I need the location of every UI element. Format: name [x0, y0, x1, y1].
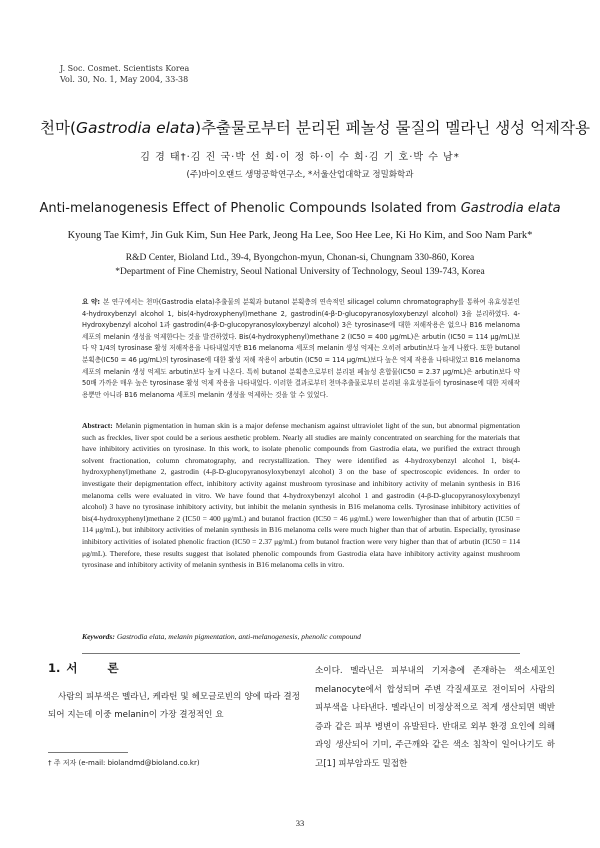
body-text-right-column: 소이다. 멜라닌은 피부내의 기저층에 존재하는 색소세포인 melanocyte에서 합성되며 주변 각질세포로 전이되어 사람의 피부색을 나타낸다. 멜라닌이 비정상적으로 적게 생산되면 백반증과 같은 피부 병변이 유발된다. 반대로 외부 환경 요인에 의해 과잉 생산되어 기미, 주근깨와 같은 색소 침착이 일어나기도 하고[1] 피부암과도 밀접한: [315, 666, 555, 769]
keywords: [82, 632, 520, 641]
section-title-char-1: 서: [66, 661, 78, 675]
korean-abstract-text: 본 연구에서는 천마(Gastrodia elata)추출물의 분획과 butanol 분획층의 연속적인 silicagel column chromatography를 통하여 유효성분인 4-hydroxybenzyl alcohol 1, bis(4-hydroxyphenyl)methane 2, gastrodin(4-β-D-glucopyranosyloxybenzyl alcohol) 3을 분리하였다. 4-Hydroxybenzyl alcohol 1과 gastrodin(4-β-D-glucopyranosyloxybenzyl alcohol) 3은 tyrosinase에 대한 저해작용은 없으나 B16 melanoma 세포의 melanin 생성을 억제한다는 것을 발견하였다. Bis(4-hydroxyphenyl)methane 2 (IC50 = 400 μg/mL)은 arbutin (IC50 = 114 μg/mL)보다 약 1/4의 tyrosinase 활성 저해작용을 나타내었지만 B16 melanoma 세포의 melanin 생성 억제는 오히려 arbutin보다 높게 나왔다. 또한 butanol 분획층(IC50 = 46 μg/mL)의 tyrosinase에 대한 활성 저해 작용이 arbutin (IC50 = 114 μg/mL)보다 높은 억제 작용을 나타내었고 B16 melanoma 세포의 melanin 생성 억제도 arbutin보다 높게 나온다. 특히 butanol 분획층으로부터 분리된 페놀성 혼합물(IC50 = 2.37 μg/mL)은 arbutin보다 약 50배 가까운 매우 높은 tyrosinase 활성 억제 작용을 나타내었다. 이러한 결과로부터 천마추출물로부터 분리된 유효성분들이 tyrosinase에 대한 저해작용뿐만 아니라 B16 melanoma 세포의 melanin 생성을 억제하는 것을 알 수 있었다.: [82, 298, 520, 399]
english-abstract-label: Abstract:: [82, 421, 113, 430]
english-authors: Kyoung Tae Kim†, Jin Guk Kim, Sun Hee Park, Jeong Ha Lee, Soo Hee Lee, Ki Ho Kim, and Soo Nam Park*: [67, 230, 533, 241]
korean-authors: 김 경 태†·김 진 국·박 선 희·이 정 하·이 수 희·김 기 호·박 수 남*: [140, 152, 460, 163]
journal-volume: Vol. 30, No. 1, May 2004, 33-38: [60, 75, 189, 84]
keywords-label: Keywords:: [82, 632, 115, 641]
korean-title: [40, 118, 590, 138]
korean-abstract: [82, 297, 520, 401]
english-title-pre: Anti-melanogenesis Effect of Phenolic Compounds Isolated from: [39, 201, 461, 216]
journal-header: [60, 63, 189, 85]
english-affiliation: [30, 252, 570, 279]
korean-abstract-label: 요 약:: [82, 298, 100, 306]
corresponding-author-footnote: † 주 저자 (e-mail: biolandmd@bioland.co.kr): [48, 759, 200, 767]
korean-title-pre: 천마(: [40, 119, 76, 137]
korean-title-italic: Gastrodia elata: [76, 119, 196, 137]
english-title: [30, 200, 570, 218]
affiliation-line-2: *Department of Fine Chemistry, Seoul National University of Technology, Seoul 139-743, Korea: [115, 266, 485, 277]
english-title-italic: Gastrodia elata: [460, 201, 561, 216]
section-divider: [82, 653, 520, 654]
page-number: 33: [295, 818, 305, 828]
korean-affiliation: (주)바이오랜드 생명공학연구소, *서울산업대학교 정밀화학과: [186, 170, 414, 180]
journal-name: J. Soc. Cosmet. Scientists Korea: [60, 64, 190, 73]
footnote-divider: [48, 752, 128, 753]
affiliation-line-1: R&D Center, Bioland Ltd., 39-4, Byongchon-myun, Chonan-si, Chungnam 330-860, Korea: [125, 253, 475, 263]
english-abstract-text: Melanin pigmentation in human skin is a major defense mechanism against ultraviolet light of the sun, but abnormal pigmentation such as freckles, liver spot could be a serious aesthetic problem. Nearly all studies are mainly concentrated on searching for the materials that have inhibitory activities on tyrosinase. In this work, to isolate phenolic compounds from Gastrodia elata, we purified the extract through solvent fractionation, column chromatography, and recrystallization. They were identified as 4-hydroxybenzyl alcohol 1, bis(4-hydroxyphenyl)methane 2, gastrodin (4-β-D-glucopyranosyloxybenzyl alcohol) 3 on the base of spectroscopic evidences. In order to investigate their depigmentation effect, inhibitory activity against mushroom tyrosinase and inhibitory activity of melanin synthesis in B16 melanoma cells were evaluated in vitro. We have found that 4-hydroxybenzyl alcohol 1 and gastrodin (4-β-D-glucopyranosyloxybenzyl alcohol) 3 have no tyrosinase inhibitory activity, but inhibit the melanin synthesis in B16 melanoma cells. Tyrosinase inhibitory activities of bis(4-hydroxyphenyl)methane 2 (IC50 = 400 μg/mL) and butanol fraction (IC50 = 46 μg/mL) were lower/higher than that of arbutin (IC50 = 114 μg/mL), but inhibitory activities of melanin synthesis in B16 melanoma cells were much higher than that of arbutin. Especially, tyrosinase inhibitory activities of isolated phenolic fraction (IC50 = 2.37 μg/mL) from butanol fraction were very higher than that of arbutin (IC50 = 114 μg/mL). Therefore, these results suggest that isolated phenolic compounds from Gastrodia elata have inhibitory activity against mushroom tyrosinase and inhibitory activity of melanin synthesis in B16 melanoma cells in vitro.: [82, 421, 520, 570]
body-text-left-column: 사람의 피부색은 멜라닌, 케라틴 및 헤모글로빈의 양에 따라 결정되어 지는데 이중 melanin이 가장 결정적인 요: [48, 692, 300, 720]
keywords-text: Gastrodia elata, melanin pigmentation, anti-melanogenesis, phenolic compound: [116, 632, 361, 641]
english-abstract: [82, 420, 520, 571]
section-number: 1.: [48, 661, 61, 675]
korean-title-post: )추출물로부터 분리된 페놀성 물질의 멜라닌 생성 억제작용: [195, 119, 590, 137]
section-heading-introduction: [48, 660, 119, 676]
section-title-char-2: 론: [107, 661, 119, 675]
